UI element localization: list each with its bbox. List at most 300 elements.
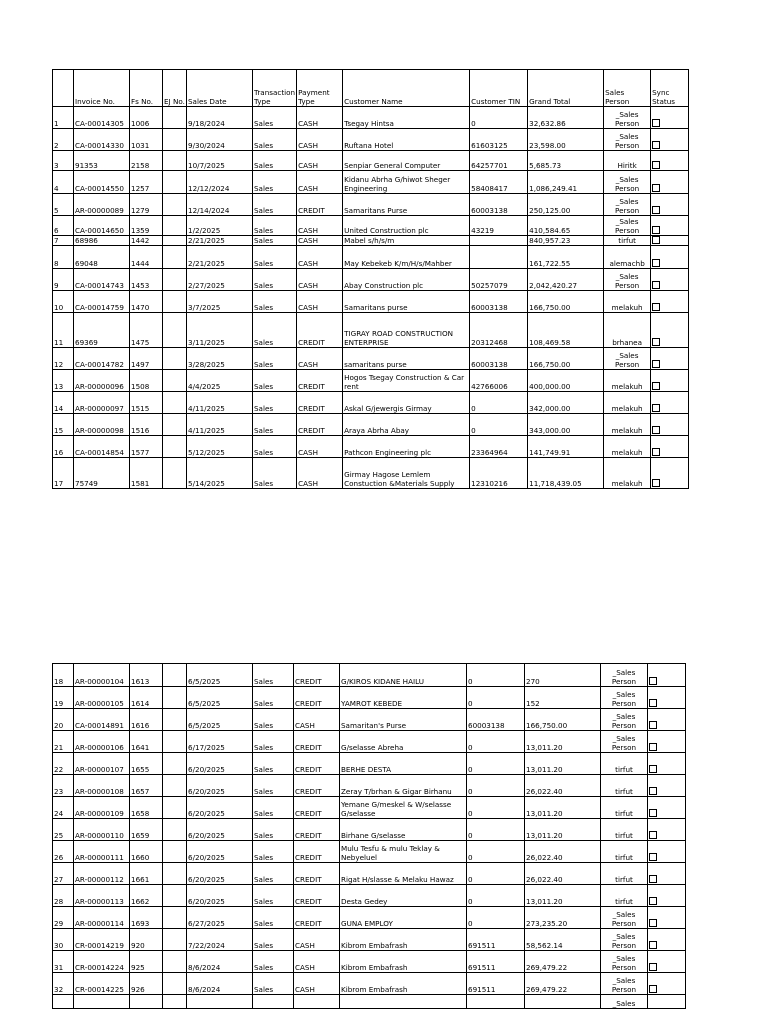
ej-no-cell [163,709,187,731]
customer-tin-cell: 0 [467,775,525,797]
grand-total-cell: 250,125.00 [528,194,604,216]
transaction-type-cell: Sales [253,841,294,863]
grand-total-cell: 141,749.91 [528,436,604,458]
transaction-type-cell: Sales [253,216,297,236]
sync-status-checkbox[interactable] [649,853,657,861]
customer-name-cell: samaritans purse [343,348,470,370]
sales-date-cell: 6/20/2025 [187,797,253,819]
sync-status-cell [651,236,689,246]
customer-name-cell: YAMROT KEBEDE [340,687,467,709]
row-number: 4 [53,171,74,194]
payment-type-cell: CREDIT [294,841,340,863]
transaction-type-cell: Sales [253,664,294,687]
customer-name-cell: Birhane G/selasse [340,819,467,841]
customer-tin-cell: 0 [467,841,525,863]
ej-no-cell [163,414,187,436]
customer-name-cell [340,995,467,1009]
row-number: 15 [53,414,74,436]
customer-tin-cell: 64257701 [470,151,528,171]
sales-date-cell: 6/20/2025 [187,885,253,907]
sync-status-checkbox[interactable] [649,787,657,795]
table-row [53,929,686,951]
sales-person-cell: alemachb [604,246,651,269]
sync-status-cell [651,458,689,489]
payment-type-cell: CASH [294,929,340,951]
transaction-type-cell: Sales [253,863,294,885]
sales-person-cell: tirfut [601,753,648,775]
ej-no-cell [163,392,187,414]
customer-tin-cell: 691511 [467,951,525,973]
customer-name-cell: Abay Construction plc [343,269,470,291]
invoice-no-cell: CA-00014650 [74,216,130,236]
sync-status-checkbox[interactable] [649,743,657,751]
customer-tin-cell: 0 [467,885,525,907]
payment-type-cell: CREDIT [294,863,340,885]
table-row [53,392,689,414]
row-number: 3 [53,151,74,171]
sales-person-cell: tirfut [601,797,648,819]
customer-tin-cell: 0 [467,687,525,709]
fs-no-header: Fs No. [130,70,163,107]
fs-no-cell: 1444 [130,246,163,269]
invoice-no-cell: 68986 [74,236,130,246]
transaction-type-cell: Sales [253,414,297,436]
sync-status-cell [651,269,689,291]
customer-tin-cell: 0 [467,731,525,753]
sync-status-checkbox[interactable] [649,985,657,993]
sync-status-checkbox[interactable] [652,161,660,169]
sales-person-cell: melakuh [604,392,651,414]
sales-person-cell: _Sales Person [601,929,648,951]
customer-tin-cell: 0 [467,863,525,885]
sync-status-checkbox[interactable] [649,897,657,905]
table-row [53,753,686,775]
sales-person-cell: melakuh [604,436,651,458]
fs-no-cell: 1616 [130,709,163,731]
ej-no-cell [163,775,187,797]
ej-no-header: EJ No. [163,70,187,107]
sales-date-header: Sales Date [187,70,253,107]
sync-status-cell [648,753,686,775]
payment-type-cell: CREDIT [297,392,343,414]
sales-date-cell: 6/5/2025 [187,709,253,731]
transaction-type-cell: Sales [253,753,294,775]
sales-person-cell: _Sales Person [604,269,651,291]
ej-no-cell [163,236,187,246]
sales-person-cell: tirfut [601,841,648,863]
payment-type-cell: CREDIT [294,664,340,687]
ej-no-cell [163,973,187,995]
customer-name-header: Customer Name [343,70,470,107]
payment-type-header: Payment Type [297,70,343,107]
row-number: 8 [53,246,74,269]
grand-total-cell: 58,562.14 [525,929,601,951]
customer-name-cell: GUNA EMPLOY [340,907,467,929]
fs-no-cell: 1660 [130,841,163,863]
sync-status-checkbox[interactable] [652,479,660,487]
sales-person-cell: Hiritk [604,151,651,171]
invoice-no-cell [74,995,130,1009]
table-row [53,171,689,194]
customer-tin-cell: 691511 [467,929,525,951]
fs-no-cell: 926 [130,973,163,995]
sales-date-cell: 3/11/2025 [187,313,253,348]
sales-person-cell: brhanea [604,313,651,348]
table-row [53,246,689,269]
transaction-type-cell: Sales [253,236,297,246]
grand-total-cell: 32,632.86 [528,107,604,129]
table-row [53,664,686,687]
transaction-type-cell: Sales [253,348,297,370]
sync-status-checkbox[interactable] [649,721,657,729]
table-row [53,841,686,863]
sales-date-cell: 5/14/2025 [187,458,253,489]
transaction-type-cell: Sales [253,731,294,753]
transaction-type-cell: Sales [253,929,294,951]
sales-person-cell: melakuh [604,291,651,313]
customer-name-cell: BERHE DESTA [340,753,467,775]
sync-status-checkbox[interactable] [649,831,657,839]
customer-name-cell: Samaritans purse [343,291,470,313]
customer-tin-cell: 0 [467,664,525,687]
table-row [53,348,689,370]
row-number: 31 [53,951,74,973]
payment-type-cell: CASH [297,458,343,489]
row-number: 20 [53,709,74,731]
fs-no-cell: 1257 [130,171,163,194]
invoice-no-cell: CR-00014219 [74,929,130,951]
row-number: 29 [53,907,74,929]
sync-status-checkbox[interactable] [652,141,660,149]
invoice-no-cell: AR-00000112 [74,863,130,885]
customer-name-cell: Mabel s/h/s/m [343,236,470,246]
transaction-type-cell: Sales [253,973,294,995]
ej-no-cell [163,107,187,129]
ej-no-cell [163,907,187,929]
ej-no-cell [163,863,187,885]
grand-total-cell: 840,957.23 [528,236,604,246]
sync-status-checkbox[interactable] [652,119,660,127]
sync-status-header: Sync Status [651,70,689,107]
sales-person-cell: _Sales Person [601,709,648,731]
sync-status-checkbox[interactable] [652,448,660,456]
invoice-no-cell: CR-00014225 [74,973,130,995]
fs-no-cell: 1657 [130,775,163,797]
sync-status-checkbox[interactable] [652,426,660,434]
sales-date-cell: 6/20/2025 [187,819,253,841]
sync-status-checkbox[interactable] [652,206,660,214]
sales-date-cell: 8/6/2024 [187,973,253,995]
grand-total-cell: 1,086,249.41 [528,171,604,194]
ej-no-cell [163,797,187,819]
row-number: 12 [53,348,74,370]
invoice-no-cell: CR-00014224 [74,951,130,973]
sales-date-cell: 5/12/2025 [187,436,253,458]
fs-no-cell: 1497 [130,348,163,370]
row-number: 28 [53,885,74,907]
sales-person-cell: tirfut [604,236,651,246]
sync-status-checkbox[interactable] [652,281,660,289]
customer-tin-cell: 60003138 [470,194,528,216]
grand-total-cell: 2,042,420.27 [528,269,604,291]
sales-date-cell: 10/7/2025 [187,151,253,171]
row-number-header [53,70,74,107]
sync-status-checkbox[interactable] [652,184,660,192]
table-row [53,885,686,907]
sales-date-cell [187,995,253,1009]
fs-no-cell: 1614 [130,687,163,709]
sales-person-cell: _Sales Person [604,216,651,236]
grand-total-cell [525,995,601,1009]
payment-type-cell: CREDIT [294,819,340,841]
customer-tin-cell: 0 [467,753,525,775]
transaction-type-cell: Sales [253,291,297,313]
sales-person-cell: _Sales [601,995,648,1009]
customer-tin-cell: 0 [470,392,528,414]
payment-type-cell: CREDIT [294,797,340,819]
row-number: 1 [53,107,74,129]
sync-status-checkbox[interactable] [649,699,657,707]
table-row [53,907,686,929]
table-row [53,731,686,753]
table-row [53,107,689,129]
sync-status-cell [651,246,689,269]
grand-total-cell: 13,011.20 [525,819,601,841]
grand-total-cell: 26,022.40 [525,841,601,863]
invoice-no-cell: AR-00000114 [74,907,130,929]
invoice-no-cell: 69369 [74,313,130,348]
payment-type-cell: CASH [297,171,343,194]
grand-total-cell: 270 [525,664,601,687]
customer-name-cell: May Kebekeb K/m/H/s/Mahber [343,246,470,269]
customer-tin-cell [470,236,528,246]
customer-name-cell: Yemane G/meskel & W/selasse G/selasse [340,797,467,819]
sync-status-cell [651,171,689,194]
sync-status-checkbox[interactable] [652,303,660,311]
customer-tin-cell: 23364964 [470,436,528,458]
payment-type-cell: CREDIT [294,907,340,929]
payment-type-cell: CREDIT [294,753,340,775]
ej-no-cell [163,151,187,171]
row-number: 16 [53,436,74,458]
sales-date-cell: 6/5/2025 [187,664,253,687]
invoice-no-cell: CA-00014743 [74,269,130,291]
sales-person-cell: _Sales Person [604,107,651,129]
customer-name-cell: Ruftana Hotel [343,129,470,151]
fs-no-cell: 1475 [130,313,163,348]
ej-no-cell [163,291,187,313]
sync-status-checkbox[interactable] [652,338,660,346]
grand-total-cell: 13,011.20 [525,731,601,753]
customer-name-cell: Kidanu Abrha G/hiwot Sheger Engineering [343,171,470,194]
sync-status-checkbox[interactable] [649,875,657,883]
sync-status-cell [648,687,686,709]
sync-status-checkbox[interactable] [652,226,660,234]
ej-no-cell [163,171,187,194]
payment-type-cell: CASH [297,269,343,291]
customer-name-cell: G/selasse Abreha [340,731,467,753]
payment-type-cell: CASH [294,951,340,973]
fs-no-cell: 1006 [130,107,163,129]
ej-no-cell [163,753,187,775]
fs-no-cell: 1515 [130,392,163,414]
ej-no-cell [163,370,187,392]
grand-total-cell: 161,722.55 [528,246,604,269]
row-number: 23 [53,775,74,797]
customer-tin-cell: 12310216 [470,458,528,489]
transaction-type-cell: Sales [253,107,297,129]
sync-status-cell [648,819,686,841]
sales-date-cell: 9/18/2024 [187,107,253,129]
sync-status-cell [648,664,686,687]
invoice-no-cell: AR-00000089 [74,194,130,216]
row-number: 13 [53,370,74,392]
sales-date-cell: 6/20/2025 [187,863,253,885]
sales-person-cell: melakuh [604,414,651,436]
sales-person-cell: tirfut [601,819,648,841]
ej-no-cell [163,313,187,348]
ej-no-cell [163,885,187,907]
sync-status-cell [648,709,686,731]
sync-status-cell [648,863,686,885]
row-number: 5 [53,194,74,216]
customer-name-cell: Tsegay Hintsa [343,107,470,129]
table-header-row [53,70,689,107]
payment-type-cell: CASH [297,129,343,151]
sales-person-cell: melakuh [604,370,651,392]
customer-name-cell: Araya Abrha Abay [343,414,470,436]
grand-total-cell: 400,000.00 [528,370,604,392]
grand-total-header: Grand Total [528,70,604,107]
sync-status-checkbox[interactable] [649,809,657,817]
customer-tin-cell: 60003138 [470,291,528,313]
table-row [53,291,689,313]
customer-name-cell: Kibrom Embafrash [340,929,467,951]
sync-status-checkbox[interactable] [652,360,660,368]
grand-total-cell: 152 [525,687,601,709]
payment-type-cell: CASH [297,348,343,370]
transaction-type-cell: Sales [253,775,294,797]
payment-type-cell: CASH [297,151,343,171]
fs-no-cell: 1577 [130,436,163,458]
fs-no-cell: 1359 [130,216,163,236]
sync-status-cell [651,151,689,171]
payment-type-cell: CASH [297,246,343,269]
row-number: 30 [53,929,74,951]
sales-person-cell: _Sales Person [601,731,648,753]
grand-total-cell: 166,750.00 [528,348,604,370]
row-number: 11 [53,313,74,348]
sales-table-page-2 [52,663,686,1009]
sync-status-checkbox[interactable] [649,941,657,949]
invoice-no-cell: AR-00000109 [74,797,130,819]
sync-status-checkbox[interactable] [652,404,660,412]
transaction-type-cell: Sales [253,907,294,929]
sync-status-checkbox[interactable] [649,919,657,927]
table-row [53,775,686,797]
payment-type-cell: CREDIT [294,775,340,797]
sales-date-cell: 6/17/2025 [187,731,253,753]
sync-status-cell [651,414,689,436]
sales-date-cell: 6/20/2025 [187,753,253,775]
customer-name-cell: United Construction plc [343,216,470,236]
grand-total-cell: 269,479.22 [525,951,601,973]
sync-status-cell [648,841,686,863]
row-number: 9 [53,269,74,291]
invoice-no-cell: 75749 [74,458,130,489]
customer-name-cell: Girmay Hagose Lemlem Constuction &Materials Supply [343,458,470,489]
invoice-no-cell: CA-00014305 [74,107,130,129]
row-number: 21 [53,731,74,753]
payment-type-cell: CASH [294,709,340,731]
ej-no-cell [163,246,187,269]
ej-no-cell [163,929,187,951]
customer-name-cell: Samaritan's Purse [340,709,467,731]
invoice-no-header: Invoice No. [74,70,130,107]
customer-name-cell: Senpiar General Computer [343,151,470,171]
customer-name-cell: Askal G/jewergis Girmay [343,392,470,414]
table-row [53,797,686,819]
ej-no-cell [163,687,187,709]
sync-status-cell [651,129,689,151]
sync-status-checkbox[interactable] [652,236,660,244]
sync-status-cell [648,951,686,973]
sales-person-cell: melakuh [604,458,651,489]
sales-date-cell: 4/11/2025 [187,392,253,414]
sales-date-cell: 6/20/2025 [187,841,253,863]
sync-status-checkbox[interactable] [649,765,657,773]
invoice-no-cell: AR-00000096 [74,370,130,392]
payment-type-cell: CREDIT [297,313,343,348]
invoice-no-cell: AR-00000113 [74,885,130,907]
sales-person-cell: _Sales Person [601,907,648,929]
grand-total-cell: 26,022.40 [525,775,601,797]
transaction-type-cell: Sales [253,171,297,194]
sync-status-checkbox[interactable] [652,382,660,390]
grand-total-cell: 26,022.40 [525,863,601,885]
transaction-type-cell: Sales [253,819,294,841]
ej-no-cell [163,348,187,370]
fs-no-cell: 2158 [130,151,163,171]
transaction-type-cell: Sales [253,392,297,414]
customer-name-cell: Samaritans Purse [343,194,470,216]
customer-name-cell: Pathcon Engineering plc [343,436,470,458]
fs-no-cell [130,995,163,1009]
grand-total-cell: 5,685.73 [528,151,604,171]
transaction-type-cell: Sales [253,687,294,709]
sync-status-checkbox[interactable] [649,963,657,971]
row-number: 26 [53,841,74,863]
invoice-no-cell: CA-00014854 [74,436,130,458]
invoice-no-cell: AR-00000106 [74,731,130,753]
sales-table-page-1 [52,69,689,489]
invoice-no-cell: AR-00000108 [74,775,130,797]
fs-no-cell: 1658 [130,797,163,819]
fs-no-cell: 1581 [130,458,163,489]
transaction-type-cell: Sales [253,951,294,973]
sales-date-cell: 9/30/2024 [187,129,253,151]
transaction-type-cell: Sales [253,436,297,458]
fs-no-cell: 1662 [130,885,163,907]
customer-tin-cell: 691511 [467,973,525,995]
sync-status-checkbox[interactable] [649,677,657,685]
sales-person-cell: _Sales Person [601,687,648,709]
sync-status-cell [651,194,689,216]
table-row [53,436,689,458]
invoice-no-cell: AR-00000104 [74,664,130,687]
transaction-type-cell [253,995,294,1009]
sync-status-checkbox[interactable] [652,259,660,267]
